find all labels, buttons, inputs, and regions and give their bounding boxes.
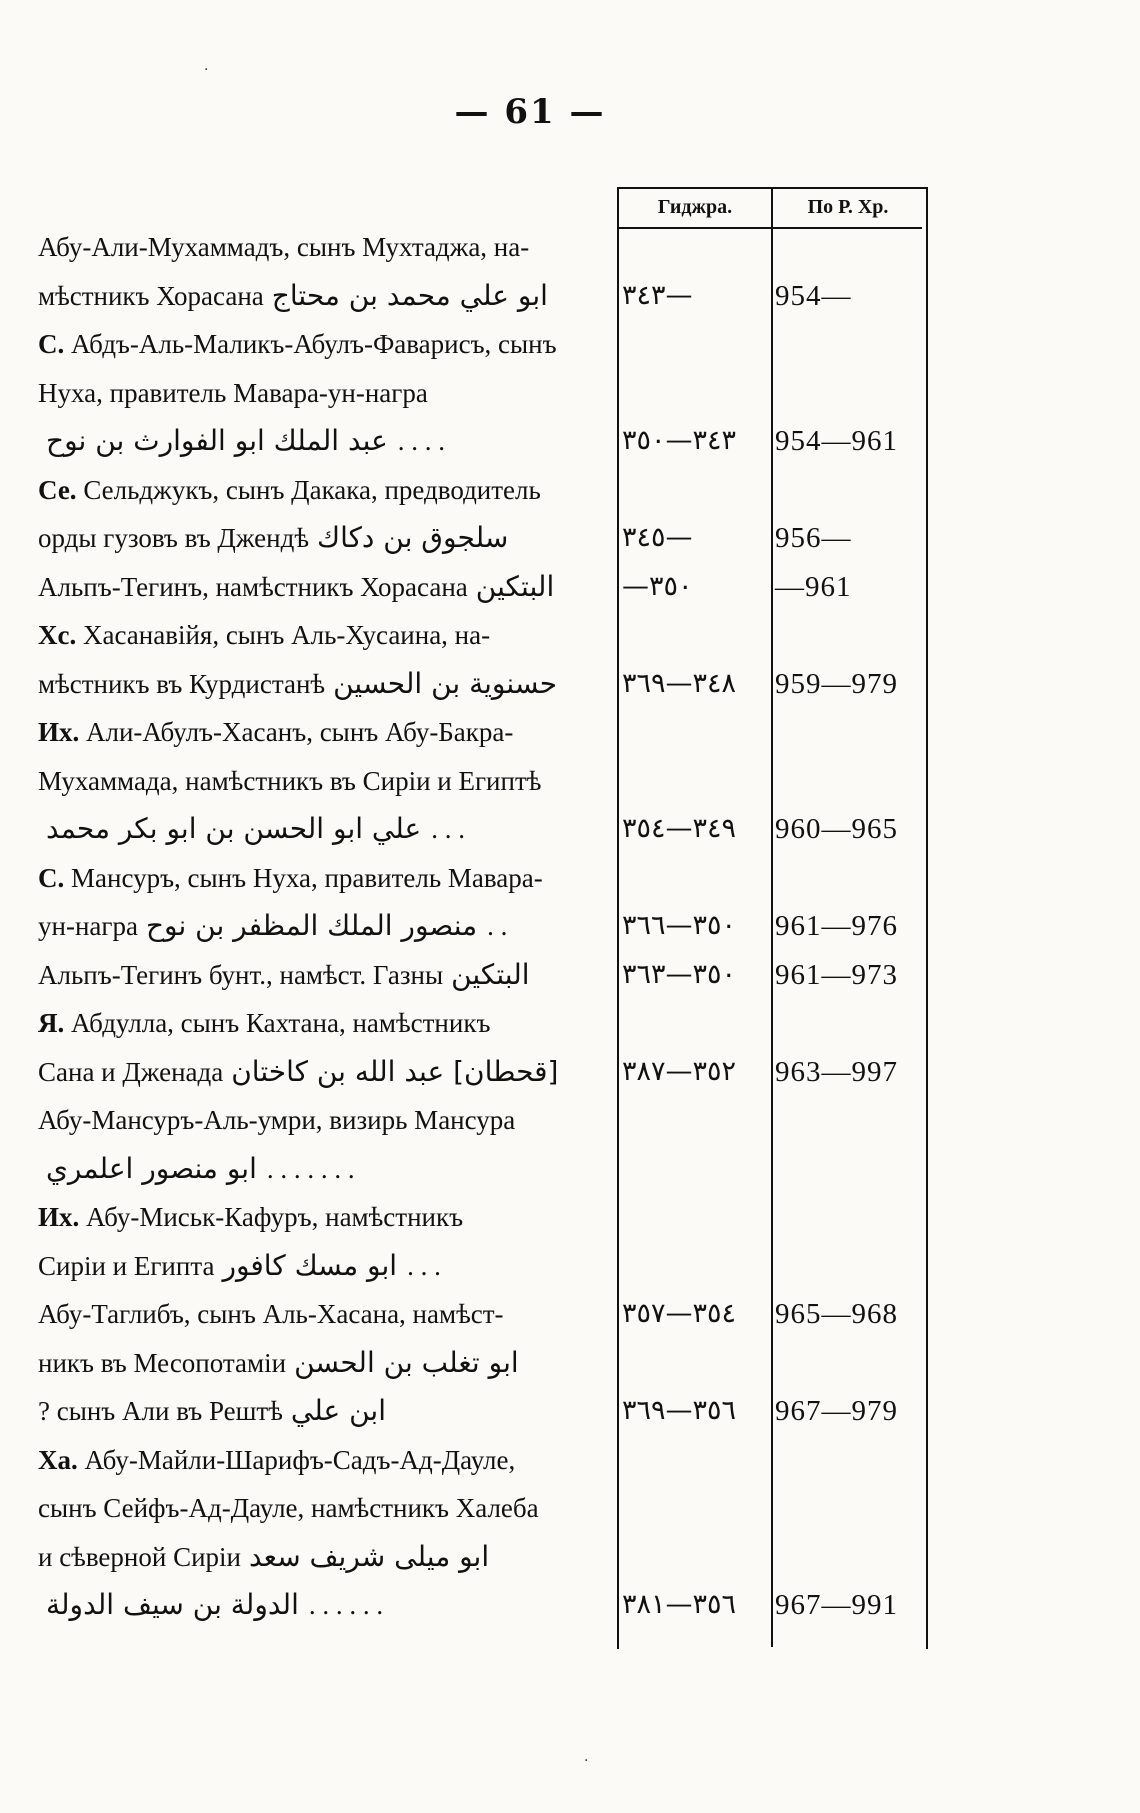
entry-description: Абу-Миськ-Кафуръ, намѣстникъ: [86, 1202, 464, 1232]
entry-text: [38, 1389, 610, 1433]
dynasty-abbreviation: Их.: [38, 1202, 87, 1232]
entry-description: Абу-Мансуръ-Аль-умри, визирь Мансура: [38, 1105, 516, 1135]
entry-description: Абу-Али-Мухаммадъ, сынъ Мухтаджа, на-: [38, 232, 530, 262]
list-item: [38, 953, 1098, 999]
list-item: [38, 1244, 1098, 1290]
hijra-date: ٣٤٣—٣٥٠: [622, 425, 737, 456]
list-item: [38, 322, 1098, 368]
list-item: [38, 1438, 1098, 1484]
arabic-name: البتكين: [451, 958, 530, 991]
entry-description: орды гузовъ въ Джендѣ: [38, 523, 309, 553]
ad-date: 959—979: [775, 668, 898, 700]
ad-date: 954—961: [775, 425, 898, 457]
arabic-name: الدولة بن سيف الدولة: [46, 1588, 299, 1621]
entry-description: Альпъ-Тегинъ, намѣстникъ Хорасана: [38, 572, 468, 602]
hijra-date: ٣٥٦—٣٨١: [622, 1589, 737, 1620]
entry-text: [38, 419, 610, 463]
list-item: [38, 371, 1098, 417]
entry-text: [38, 1244, 610, 1288]
list-item: [38, 274, 1098, 320]
print-speck: ·: [204, 62, 209, 78]
hijra-date: —٣٥٠: [622, 571, 693, 602]
entry-description: Альпъ-Тегинъ бунт., намѣст. Газны: [38, 960, 444, 990]
arabic-name: سلجوق بن دكاك: [316, 521, 509, 554]
hijra-column-header: Гиджра.: [657, 196, 733, 218]
hijra-date: ٣٥٠—٣٦٣: [622, 959, 737, 990]
hijra-date: ٣٥٦—٣٦٩: [622, 1395, 737, 1426]
arabic-name: علي ابو الحسن بن ابو بكر محمد: [46, 812, 422, 845]
list-item: [38, 1389, 1098, 1435]
arabic-name: [قحطان] عبد الله بن كاختان: [231, 1055, 559, 1088]
list-item: [38, 662, 1098, 708]
arabic-name: ابو منصور اعلمري: [46, 1152, 257, 1185]
entry-description: ун-награ: [38, 911, 138, 941]
entry-text: [38, 371, 610, 415]
entry-description: Сана и Дженада: [38, 1057, 224, 1087]
list-item: [38, 856, 1098, 902]
entry-text: [38, 1438, 610, 1482]
list-item: [38, 613, 1098, 659]
hijra-date: ٣٤٣—: [622, 280, 693, 311]
print-speck: ·: [584, 1753, 589, 1769]
arabic-name: حسنوية بن الحسين: [333, 667, 558, 700]
leader-dots: . .: [487, 911, 508, 941]
entry-text: [38, 1583, 610, 1627]
arabic-name: ابو علي محمد بن محتاج: [271, 279, 548, 312]
entry-description: Али-Абулъ-Хасанъ, сынъ Абу-Бакра-: [86, 717, 514, 747]
ad-date: —961: [775, 571, 852, 603]
entry-description: сынъ Сейфъ-Ад-Дауле, намѣстникъ Халеба: [38, 1493, 539, 1523]
hijra-date: ٣٤٨—٣٦٩: [622, 668, 737, 699]
entry-text: [38, 565, 610, 609]
arabic-name: عبد الملك ابو الفوارث بن نوح: [46, 424, 388, 457]
entry-text: [38, 662, 610, 706]
list-item: [38, 565, 1098, 611]
entry-description: Нуха, правитель Мавара-ун-награ: [38, 378, 428, 408]
ad-date: 954—: [775, 280, 852, 312]
entry-text: [38, 759, 610, 803]
list-item: [38, 1050, 1098, 1096]
list-item: [38, 1486, 1098, 1532]
entry-text: [38, 274, 610, 318]
entry-description: мѣстникъ Хорасана: [38, 281, 264, 311]
entry-description: Сиріи и Египта: [38, 1251, 215, 1281]
entry-text: [38, 613, 610, 657]
list-item: [38, 419, 1098, 465]
entry-description: Абдъ-Аль-Маликъ-Абулъ-Фаварисъ, сынъ: [71, 329, 557, 359]
list-item: [38, 225, 1098, 271]
list-item: [38, 516, 1098, 562]
list-item: [38, 1098, 1098, 1144]
hijra-date: ٣٤٥—: [622, 522, 693, 553]
list-item: [38, 1583, 1098, 1629]
dynasty-abbreviation: Се.: [38, 475, 84, 505]
leader-dots: . . . . . .: [308, 1590, 384, 1620]
hijra-date: ٣٥٠—٣٦٦: [622, 910, 737, 941]
entry-text: [38, 710, 610, 754]
entry-description: мѣстникъ въ Курдистанѣ: [38, 669, 326, 699]
dynasty-abbreviation: Я.: [38, 1008, 71, 1038]
entry-text: [38, 1292, 610, 1336]
entry-description: Хасанавійя, сынъ Аль-Хусаина, на-: [82, 620, 491, 650]
ad-date: 956—: [775, 522, 852, 554]
list-item: [38, 1001, 1098, 1047]
list-item: [38, 468, 1098, 514]
list-item: [38, 710, 1098, 756]
entry-text: [38, 468, 610, 512]
arabic-name: ابو تغلب بن الحسن: [294, 1346, 519, 1379]
entry-text: [38, 516, 610, 560]
ad-date: 965—968: [775, 1298, 898, 1330]
entry-text: [38, 904, 610, 948]
list-item: [38, 1195, 1098, 1241]
hijra-date: ٣٥٤—٣٥٧: [622, 1298, 737, 1329]
list-item: [38, 1341, 1098, 1387]
ad-date: 967—979: [775, 1395, 898, 1427]
ad-date: 961—973: [775, 959, 898, 991]
arabic-name: منصور الملك المظفر بن نوح: [145, 909, 478, 942]
entry-text: [38, 225, 610, 269]
entry-description: Мухаммада, намѣстникъ въ Сиріи и Египтѣ: [38, 766, 542, 796]
list-item: [38, 1292, 1098, 1338]
entry-text: [38, 1195, 610, 1239]
hijra-date: ٣٥٢—٣٨٧: [622, 1056, 737, 1087]
arabic-name: ابو مسك كافور: [222, 1249, 398, 1282]
list-item: [38, 1147, 1098, 1193]
page-number: — 61 —: [454, 92, 606, 132]
leader-dots: . . . .: [397, 426, 446, 456]
list-item: [38, 1535, 1098, 1581]
leader-dots: . . . . . . .: [266, 1154, 355, 1184]
list-item: [38, 807, 1098, 853]
entry-text: [38, 1535, 610, 1579]
entry-text: [38, 953, 610, 997]
dynasty-abbreviation: С.: [38, 863, 71, 893]
entry-description: Абу-Майли-Шарифъ-Садъ-Ад-Дауле,: [84, 1445, 516, 1475]
entry-text: [38, 1147, 610, 1191]
entry-description: Мансуръ, сынъ Нуха, правитель Мавара-: [71, 863, 543, 893]
hijra-date: ٣٤٩—٣٥٤: [622, 813, 737, 844]
ad-date: 967—991: [775, 1589, 898, 1621]
dynasty-abbreviation: Хс.: [38, 620, 83, 650]
ad-date: 961—976: [775, 910, 898, 942]
dynasty-abbreviation: Их.: [38, 717, 87, 747]
entry-text: [38, 1098, 610, 1142]
entry-text: [38, 322, 610, 366]
entry-text: [38, 807, 610, 851]
leader-dots: . . .: [407, 1251, 441, 1281]
arabic-name: ابو ميلى شريف سعد: [248, 1540, 490, 1573]
entry-text: [38, 1341, 610, 1385]
entry-text: [38, 1001, 610, 1045]
arabic-name: البتكين: [475, 570, 555, 603]
list-item: [38, 759, 1098, 805]
entry-description: ? сынъ Али въ Рештѣ: [38, 1396, 283, 1426]
dynasty-abbreviation: Ха.: [38, 1445, 85, 1475]
entry-description: Сельджукъ, сынъ Дакака, предводитель: [83, 475, 541, 505]
ad-date: 963—997: [775, 1056, 898, 1088]
entry-description: Абу-Таглибъ, сынъ Аль-Хасана, намѣст-: [38, 1299, 504, 1329]
ad-column-header: По Р. Хр.: [807, 196, 889, 218]
entry-description: и сѣверной Сиріи: [38, 1542, 241, 1572]
leader-dots: . . .: [431, 814, 465, 844]
arabic-name: ابن علي: [290, 1394, 386, 1427]
dynasty-abbreviation: С.: [38, 329, 71, 359]
entry-text: [38, 856, 610, 900]
ad-date: 960—965: [775, 813, 898, 845]
entry-text: [38, 1050, 610, 1094]
entry-description: Абдулла, сынъ Кахтана, намѣстникъ: [71, 1008, 491, 1038]
entry-text: [38, 1486, 610, 1530]
list-item: [38, 904, 1098, 950]
entry-description: никъ въ Месопотаміи: [38, 1348, 287, 1378]
